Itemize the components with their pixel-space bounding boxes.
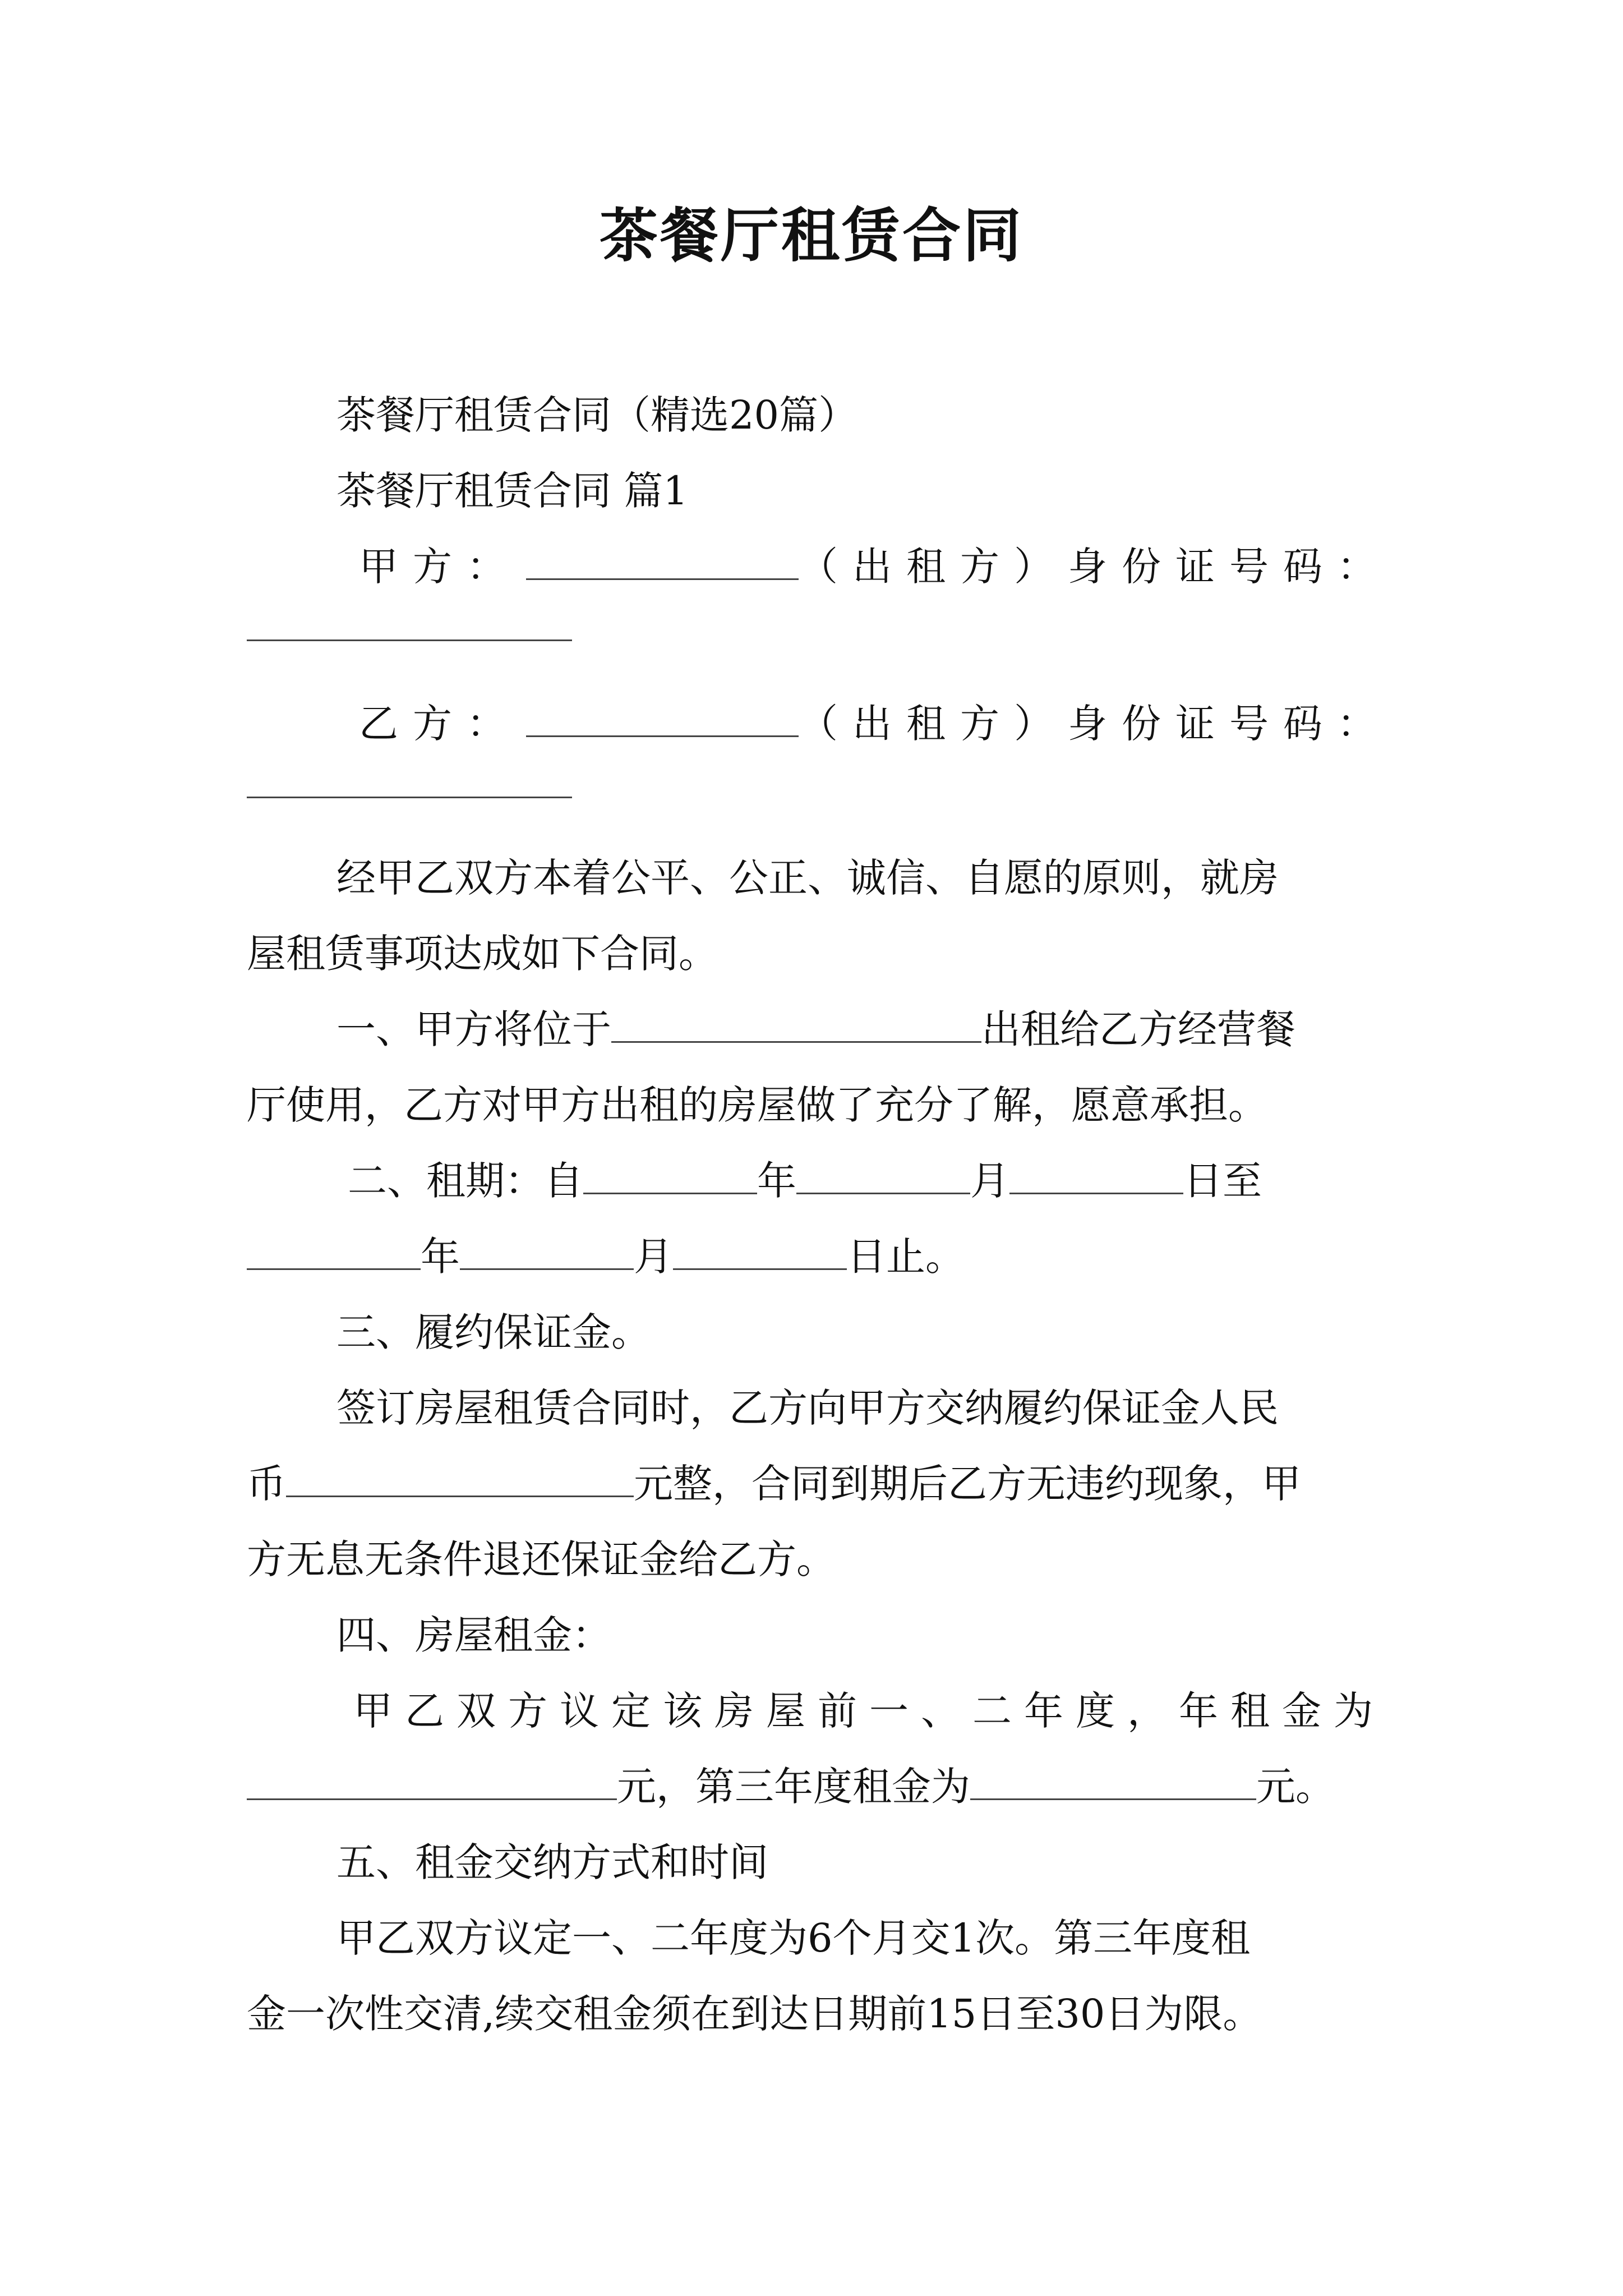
clause2-prefix: 二、租期：自 — [348, 1158, 583, 1204]
party-a-line — [359, 539, 1391, 595]
clause5-line-1-text: 甲乙双方议定一、二年度为6个月交1次。第三年度租 — [336, 1915, 1251, 1961]
clause3-line-2 — [247, 1456, 1391, 1512]
clause3-heading-text: 三、履约保证金。 — [336, 1309, 651, 1355]
clause2-line-1 — [348, 1153, 1391, 1209]
intro-line-1-text: 经甲乙双方本着公平、公正、诚信、自愿的原则，就房 — [336, 855, 1279, 901]
clause2-start-day-blank[interactable] — [1009, 1159, 1183, 1194]
intro-line-1 — [336, 850, 1391, 906]
clause3-line-1 — [336, 1380, 1391, 1436]
clause1-location-blank[interactable] — [611, 1007, 981, 1043]
clause1-suffix: 出租给乙方经营餐 — [981, 1006, 1295, 1052]
clause2-line-2 — [247, 1228, 1391, 1285]
clause2-start-year-blank[interactable] — [583, 1159, 757, 1194]
clause4-line-1-text: 甲乙双方议定该房屋前一、二年度，年租金为 — [353, 1688, 1385, 1734]
clause2-day-to-label: 日至 — [1183, 1158, 1262, 1204]
clause2-day-end-label: 日止。 — [847, 1234, 965, 1280]
clause2-year2-label: 年 — [421, 1234, 460, 1280]
clause4-heading — [336, 1607, 1391, 1663]
clause1-line-1 — [336, 1001, 1391, 1057]
clause2-month2-label: 月 — [634, 1234, 673, 1280]
intro-line-2-text: 屋租赁事项达成如下合同。 — [247, 931, 718, 977]
party-b-id-line — [247, 763, 1391, 798]
party-a-label: 甲方： — [359, 544, 520, 590]
clause2-month-label: 月 — [970, 1158, 1009, 1204]
clause3-line-2-suffix: 元整，合同到期后乙方无违约现象，甲 — [634, 1461, 1301, 1507]
clause1-line-2 — [247, 1077, 1391, 1133]
clause4-line-2 — [247, 1759, 1391, 1815]
clause5-line-1 — [336, 1910, 1391, 1966]
clause2-end-day-blank[interactable] — [673, 1235, 847, 1270]
clause1-line-2-text: 厅使用，乙方对甲方出租的房屋做了充分了解，愿意承担。 — [247, 1082, 1267, 1128]
clause4-line-2-end: 元。 — [1256, 1764, 1335, 1810]
party-b-name-blank[interactable] — [526, 702, 799, 737]
clause3-line-2-prefix: 币 — [247, 1461, 286, 1507]
clause2-year-label: 年 — [757, 1158, 796, 1204]
clause3-line-1-text: 签订房屋租赁合同时，乙方向甲方交纳履约保证金人民 — [336, 1385, 1279, 1431]
clause2-end-year-blank[interactable] — [247, 1235, 421, 1270]
party-b-line — [359, 696, 1391, 752]
clause1-prefix: 一、甲方将位于 — [336, 1006, 611, 1052]
document-title: 茶餐厅租赁合同 — [599, 201, 1023, 270]
clause2-end-month-blank[interactable] — [460, 1235, 634, 1270]
party-a-id-line — [247, 606, 1391, 641]
clause4-line-2-mid: 元，第三年度租金为 — [617, 1764, 970, 1810]
clause4-year3-rent-blank[interactable] — [970, 1765, 1256, 1800]
party-b-role: （出租方）身份证号码： — [799, 701, 1391, 747]
clause2-start-month-blank[interactable] — [796, 1159, 970, 1194]
clause4-heading-text: 四、房屋租金： — [336, 1612, 611, 1658]
clause5-heading-text: 五、租金交纳方式和时间 — [336, 1839, 768, 1885]
party-b-label: 乙方： — [359, 701, 520, 747]
clause4-rent-blank[interactable] — [247, 1765, 617, 1800]
clause5-line-2 — [247, 1986, 1391, 2042]
clause3-line-3-text: 方无息无条件退还保证金给乙方。 — [247, 1536, 836, 1582]
party-a-role: （出租方）身份证号码： — [799, 544, 1391, 590]
section-heading — [336, 463, 1391, 519]
clause5-line-2-text: 金一次性交清,续交租金须在到达日期前15日至30日为限。 — [247, 1991, 1262, 2037]
subtitle — [336, 387, 1391, 443]
party-a-id-blank[interactable] — [247, 606, 572, 641]
clause3-heading — [336, 1304, 1391, 1360]
party-b-id-blank[interactable] — [247, 763, 572, 798]
clause5-heading — [336, 1834, 1391, 1890]
intro-line-2 — [247, 926, 1391, 982]
clause3-line-3 — [247, 1531, 1391, 1588]
party-a-name-blank[interactable] — [526, 545, 799, 580]
subtitle-text: 茶餐厅租赁合同（精选20篇） — [336, 392, 858, 438]
clause4-line-1 — [353, 1683, 1391, 1739]
clause3-deposit-blank[interactable] — [286, 1462, 634, 1497]
section-heading-text: 茶餐厅租赁合同 篇1 — [336, 468, 688, 514]
